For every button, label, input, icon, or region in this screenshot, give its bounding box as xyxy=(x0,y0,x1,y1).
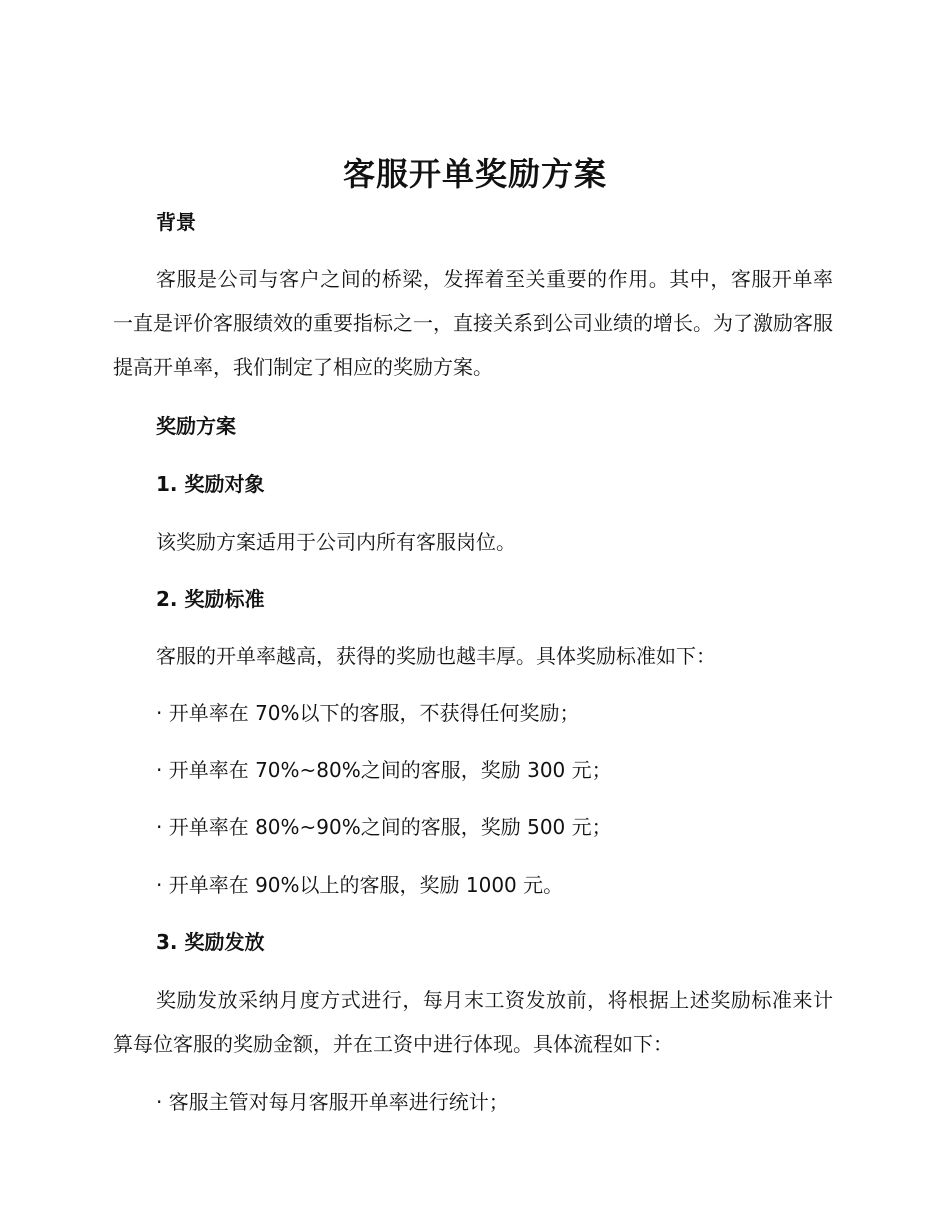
heading-reward-standard: 2. 奖励标准 xyxy=(156,587,265,611)
text-reward-standard-intro: 客服的开单率越高，获得的奖励也越丰厚。具体奖励标准如下： xyxy=(156,644,716,668)
document-title: 客服开单奖励方案 xyxy=(342,155,607,193)
heading-reward-target: 1. 奖励对象 xyxy=(156,472,265,496)
list-item: · 客服主管对每月客服开单率进行统计； xyxy=(156,1090,509,1114)
text-reward-target: 该奖励方案适用于公司内所有客服岗位。 xyxy=(156,530,516,554)
list-item: · 开单率在 90%以上的客服，奖励 1000 元。 xyxy=(156,873,564,897)
list-item: · 开单率在 80%~90%之间的客服，奖励 500 元； xyxy=(156,815,612,839)
heading-reward-plan: 奖励方案 xyxy=(156,414,236,438)
heading-background: 背景 xyxy=(156,210,196,234)
list-item: · 开单率在 70%~80%之间的客服，奖励 300 元； xyxy=(156,758,612,782)
paragraph-reward-payout: 奖励发放采纳月度方式进行，每月末工资发放前，将根据上述奖励标准来计算每位客服的奖励金额，并在工资中进行体现。具体流程如下： xyxy=(113,988,833,1056)
list-item: · 开单率在 70%以下的客服，不获得任何奖励； xyxy=(156,701,580,725)
paragraph-background: 客服是公司与客户之间的桥梁，发挥着至关重要的作用。其中，客服开单率一直是评价客服绩效的重要指标之一，直接关系到公司业绩的增长。为了激励客服提高开单率，我们制定了相应的奖励方案。 xyxy=(113,267,833,379)
heading-reward-payout: 3. 奖励发放 xyxy=(156,930,265,954)
